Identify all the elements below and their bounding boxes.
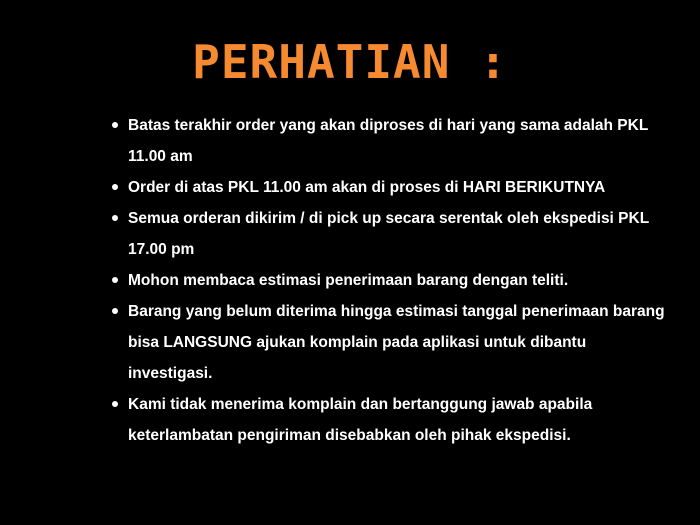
list-item-text: Barang yang belum diterima hingga estimasi tanggal penerimaan barang bisa LANGSUNG ajukan komplain pada aplikasi untuk dibantu investigasi. — [128, 303, 665, 382]
bullet-icon — [112, 308, 118, 314]
list-item — [109, 203, 669, 265]
list-item-text: Batas terakhir order yang akan diproses di hari yang sama adalah PKL 11.00 am — [128, 117, 649, 165]
list-item — [109, 172, 669, 203]
list-item — [109, 296, 669, 389]
list-item-text: Order di atas PKL 11.00 am akan di proses di HARI BERIKUTNYA — [128, 179, 606, 196]
list-item-text: Semua orderan dikirim / di pick up secara serentak oleh ekspedisi PKL 17.00 pm — [128, 210, 649, 258]
list-item-text: Kami tidak menerima komplain dan bertanggung jawab apabila keterlambatan pengiriman disebabkan oleh pihak ekspedisi. — [128, 396, 593, 444]
bullet-icon — [112, 215, 118, 221]
slide-title: PERHATIAN : — [192, 35, 508, 89]
bullet-icon — [112, 122, 118, 128]
notice-list — [109, 110, 669, 451]
list-item — [109, 389, 669, 451]
bullet-icon — [112, 401, 118, 407]
list-item-text: Mohon membaca estimasi penerimaan barang dengan teliti. — [128, 272, 569, 289]
list-item — [109, 110, 669, 172]
bullet-icon — [112, 277, 118, 283]
bullet-icon — [112, 184, 118, 190]
list-item — [109, 265, 669, 296]
